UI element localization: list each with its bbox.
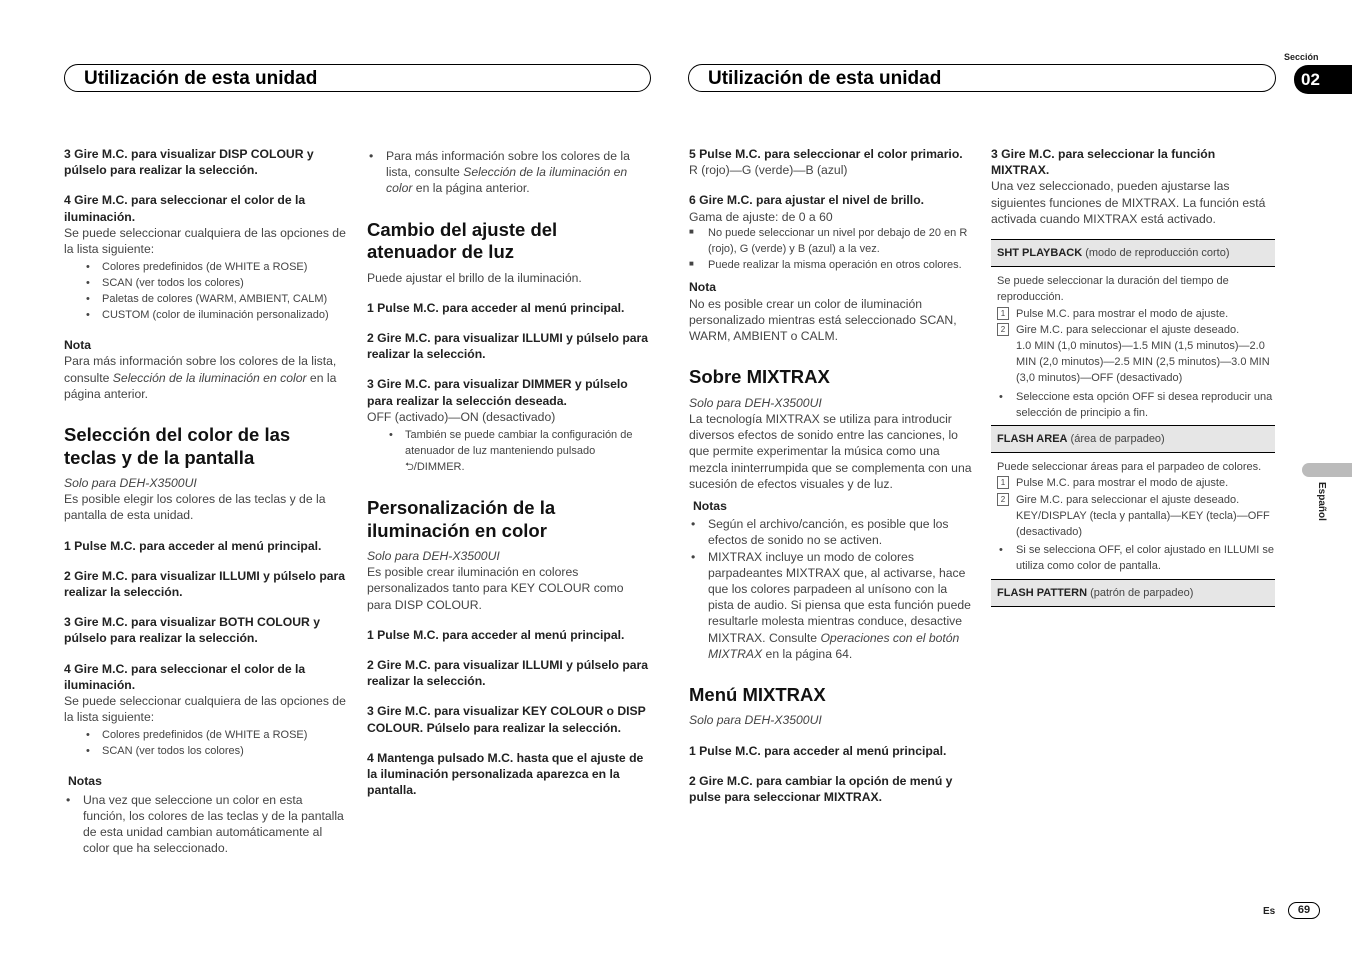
model-note: Solo para DEH-X3500UI	[367, 549, 500, 564]
note-text: ■ No puede seleccionar un nivel por debajo de 20 en R (rojo), G (verde) y B (azul) a la vez.	[689, 225, 973, 257]
note-list	[997, 542, 1275, 574]
list-item: • También se puede cambiar la configuración de atenuador de luz manteniendo pulsado ⮌/DIMMER.	[387, 427, 651, 475]
step-number: 1	[997, 476, 1009, 489]
step-text: 6 Gire M.C. para ajustar el nivel de brillo.	[689, 193, 925, 208]
section-heading: Selección del color de las teclas y de la pantalla	[64, 424, 291, 468]
function-desc: (patrón de parpadeo)	[1087, 586, 1194, 599]
list-item: • Según el archivo/canción, es posible que los efectos de sonido no se activen.	[689, 516, 973, 548]
list-item: • SCAN (ver todos los colores)	[84, 275, 347, 291]
body-text: Gama de ajuste: de 0 a 60	[689, 209, 833, 224]
step-text: 5 Pulse M.C. para seleccionar el color primario.	[689, 147, 963, 161]
column-2	[367, 146, 651, 798]
function-box-sht-playback	[991, 239, 1275, 267]
section-heading: Sobre MIXTRAX	[689, 366, 830, 388]
list-item: • Paletas de colores (WARM, AMBIENT, CALM)	[84, 291, 347, 307]
page-title-right: Utilización de esta unidad	[688, 64, 1276, 92]
footer-lang-code: Es	[1263, 906, 1276, 917]
page-number: 69	[1288, 902, 1320, 919]
function-box-flash-pattern	[991, 579, 1275, 607]
step-text: 2 Gire M.C. para visualizar ILLUMI y púlselo para realizar la selección.	[367, 658, 649, 689]
list-item: • Para más información sobre los colores de la lista, consulte Selección de la iluminación en color en la página anterior.	[367, 148, 651, 197]
list-item: • CUSTOM (color de iluminación personalizado)	[84, 307, 347, 323]
step-text: 4 Gire M.C. para seleccionar el color de la iluminación.	[64, 661, 306, 692]
note-list	[367, 148, 651, 197]
step-text: 2 Gire M.C. para visualizar ILLUMI y púlselo para realizar la selección.	[367, 331, 649, 362]
option-values: R (rojo)—G (verde)—B (azul)	[689, 163, 848, 178]
numbered-step: 1 Pulse M.C. para mostrar el modo de ajuste.	[997, 306, 1275, 322]
note-heading: Nota	[689, 280, 717, 295]
page-title-left: Utilización de esta unidad	[64, 64, 651, 92]
function-label: SHT PLAYBACK	[997, 247, 1083, 260]
step-text: 1 Pulse M.C. para acceder al menú principal.	[367, 627, 625, 642]
step-text: 1 Pulse M.C. para acceder al menú principal.	[64, 538, 322, 553]
list-item: • Si se selecciona OFF, el color ajustado en ILLUMI se utiliza como color de pantalla.	[997, 542, 1275, 574]
step-number: 2	[997, 323, 1009, 336]
function-label: FLASH PATTERN	[997, 586, 1088, 599]
section-heading: Cambio del ajuste del atenuador de luz	[367, 218, 558, 263]
option-values: KEY/DISPLAY (tecla y pantalla)—KEY (tecla)—OFF (desactivado)	[1016, 509, 1270, 539]
section-number-badge: 02	[1294, 65, 1352, 94]
note-list	[689, 516, 973, 662]
body-text: Se puede seleccionar cualquiera de las opciones de la lista siguiente:	[64, 225, 346, 257]
list-item: • Seleccione esta opción OFF si desea reproducir una selección de principio a fin.	[997, 389, 1275, 421]
section-heading: Menú MIXTRAX	[689, 683, 826, 705]
note-list	[997, 389, 1275, 421]
language-tab	[1302, 463, 1352, 477]
step-text: 3 Gire M.C. para visualizar KEY COLOUR o DISP COLOUR. Púlselo para realizar la selección.	[367, 704, 646, 735]
list-item: • Colores predefinidos (de WHITE a ROSE)	[84, 259, 347, 275]
list-item: • Una vez que seleccione un color en esta función, los colores de las teclas y de la pantalla de esta unidad cambian automáticamente al color que ha seleccionado.	[64, 792, 347, 857]
function-desc: (área de parpadeo)	[1067, 433, 1165, 446]
numbered-step: 2 Gire M.C. para seleccionar el ajuste deseado.	[997, 492, 1275, 508]
step-text: 1 Pulse M.C. para acceder al menú principal.	[367, 300, 625, 315]
note-text: No es posible crear un color de iluminación personalizado mientras está seleccionado SCAN, WARM, AMBIENT o CALM.	[689, 296, 957, 344]
step-text: 1 Pulse M.C. para acceder al menú principal.	[689, 743, 947, 758]
note-list	[64, 792, 347, 857]
body-text: Se puede seleccionar cualquiera de las opciones de la lista siguiente:	[64, 694, 346, 725]
note-heading: Nota	[64, 338, 92, 353]
step-text: 3 Gire M.C. para visualizar BOTH COLOUR y púlselo para realizar la selección.	[64, 615, 321, 646]
note-text: Para más información sobre los colores de la lista, consulte Selección de la iluminación en color en la página anterior.	[64, 354, 337, 401]
note-heading: Notas	[68, 774, 102, 789]
step-text: 3 Gire M.C. para visualizar DISP COLOUR y púlselo para realizar la selección.	[64, 147, 314, 178]
body-text: Se puede seleccionar la duración del tiempo de reproducción.	[997, 275, 1229, 304]
step-text: 3 Gire M.C. para visualizar DIMMER y púlselo para realizar la selección deseada.	[367, 377, 628, 408]
step-text: 2 Gire M.C. para visualizar ILLUMI y púlselo para realizar la selección.	[64, 568, 346, 600]
cross-reference: Operaciones con el botón MIXTRAX	[708, 630, 960, 661]
option-values: OFF (activado)—ON (desactivado)	[367, 409, 556, 424]
step-text: 2 Gire M.C. para cambiar la opción de menú y pulse para seleccionar MIXTRAX.	[689, 773, 953, 805]
list-item: • SCAN (ver todos los colores)	[84, 743, 347, 759]
numbered-step: 2 Gire M.C. para seleccionar el ajuste deseado.	[997, 322, 1275, 338]
step-number: 1	[997, 307, 1009, 320]
column-3	[689, 146, 973, 805]
list-item: • MIXTRAX incluye un modo de colores parpadeantes MIXTRAX que, al activarse, hace que los colores parpadeen al unísono con la pista de audio. Si piensa que esta función puede resultarle molesta mientras conduce, desactive MIXTRAX. Consulte Operaciones con el botón MIXTRAX en la página 64.	[689, 549, 973, 662]
cross-reference: Selección de la iluminación en color	[112, 370, 307, 385]
model-note: Solo para DEH-X3500UI	[689, 395, 822, 410]
column-1	[64, 146, 347, 856]
option-list	[64, 727, 347, 759]
language-label: Español	[1316, 482, 1327, 521]
note-heading: Notas	[693, 498, 727, 513]
step-number: 2	[997, 493, 1009, 506]
function-details	[991, 459, 1275, 574]
cross-reference: Selección de la iluminación en color	[386, 165, 628, 196]
option-list	[64, 259, 347, 323]
step-text: 4 Mantenga pulsado M.C. hasta que el ajuste de la iluminación personalizada aparezca en la pantalla.	[367, 750, 644, 798]
list-item: • Colores predefinidos (de WHITE a ROSE)	[84, 727, 347, 743]
column-4	[991, 146, 1275, 607]
section-label: Sección	[1284, 52, 1319, 62]
function-label: FLASH AREA	[997, 433, 1068, 446]
note-list	[367, 427, 651, 475]
note-text: ■ Puede realizar la misma operación en otros colores.	[689, 257, 973, 273]
model-note: Solo para DEH-X3500UI	[689, 713, 822, 728]
body-text: Puede ajustar el brillo de la iluminación.	[367, 270, 582, 285]
body-text: Es posible crear iluminación en colores personalizados tanto para KEY COLOUR como para DISP COLOUR.	[367, 565, 624, 612]
model-note: Solo para DEH-X3500UI	[64, 476, 197, 491]
body-text: Una vez seleccionado, pueden ajustarse las siguientes funciones de MIXTRAX. La función está activada cuando MIXTRAX está activado.	[991, 179, 1266, 226]
body-text: Es posible elegir los colores de las teclas y de la pantalla de esta unidad.	[64, 492, 326, 523]
body-text: La tecnología MIXTRAX se utiliza para introducir diversos efectos de sonido entre las canciones, lo que permite experimentar la música como una mezcla ininterrumpida que se complementa con una sucesión de efectos visuales y de luz.	[689, 411, 972, 491]
step-text: 4 Gire M.C. para seleccionar el color de la iluminación.	[64, 193, 306, 224]
function-details	[991, 273, 1275, 421]
function-desc: (modo de reproducción corto)	[1082, 247, 1230, 260]
numbered-step: 1 Pulse M.C. para mostrar el modo de ajuste.	[997, 475, 1275, 491]
option-values: 1.0 MIN (1,0 minutos)—1.5 MIN (1,5 minutos)—2.0 MIN (2,0 minutos)—2.5 MIN (2,5 minutos)—3.0 MIN (3,0 minutos)—OFF (desactivado)	[1016, 340, 1270, 385]
section-heading: Personalización de la iluminación en color	[367, 497, 556, 541]
body-text: Puede seleccionar áreas para el parpadeo de colores.	[997, 461, 1262, 474]
function-box-flash-area	[991, 425, 1275, 453]
step-text: 3 Gire M.C. para seleccionar la función MIXTRAX.	[991, 147, 1216, 178]
